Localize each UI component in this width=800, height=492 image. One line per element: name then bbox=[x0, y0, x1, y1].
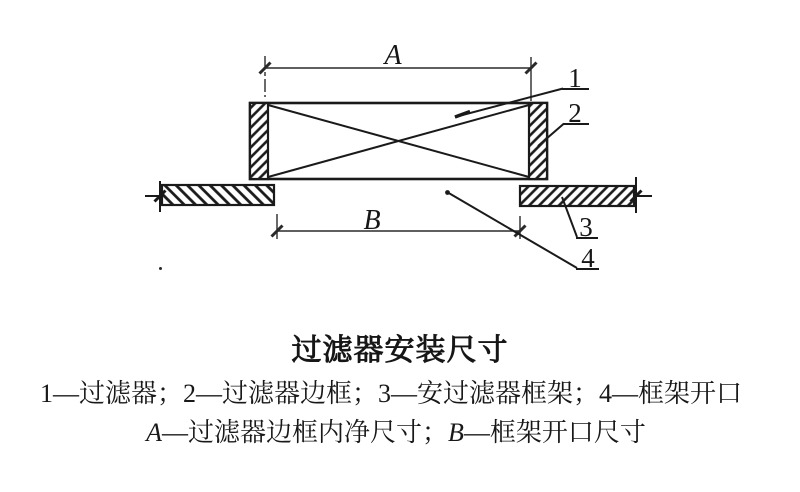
figure-legend-line2 bbox=[0, 412, 792, 449]
dimension-b-label: B bbox=[363, 205, 381, 236]
legend-a-letter: A bbox=[146, 418, 162, 447]
figure-legend-line1: 1—过滤器；2—过滤器边框；3—安过滤器框架；4—框架开口 bbox=[39, 379, 742, 408]
leader-dot-4 bbox=[445, 190, 450, 195]
callout-2-label: 2 bbox=[568, 98, 582, 128]
dimension-a-label: A bbox=[384, 40, 402, 71]
legend-a-text: —过滤器边框内净尺寸； bbox=[161, 418, 448, 447]
filter-frame-left-cap bbox=[250, 103, 268, 179]
callout-1-label: 1 bbox=[568, 63, 582, 93]
callout-3-label: 3 bbox=[579, 212, 593, 242]
legend-b-letter: B bbox=[448, 418, 464, 447]
figure-title: 过滤器安装尺寸 bbox=[291, 334, 509, 367]
mounting-frame-right bbox=[520, 186, 634, 206]
callout-labels bbox=[568, 63, 595, 273]
scan-speck bbox=[159, 267, 162, 270]
filter-body bbox=[250, 103, 547, 179]
mounting-frame bbox=[145, 177, 652, 213]
callout-4-label: 4 bbox=[581, 243, 595, 273]
dimension-b bbox=[272, 214, 526, 239]
mounting-frame-left bbox=[162, 185, 274, 205]
legend-b-text: —框架开口尺寸 bbox=[463, 418, 646, 447]
